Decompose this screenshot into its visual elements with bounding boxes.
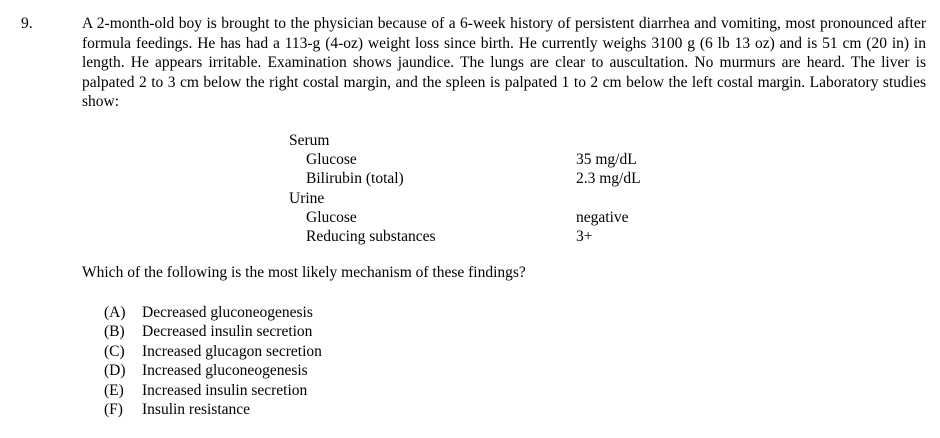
option-d[interactable] xyxy=(104,361,322,380)
option-letter: (D) xyxy=(104,362,126,380)
option-c[interactable] xyxy=(104,342,322,361)
option-letter: (E) xyxy=(104,381,124,399)
option-letter: (A) xyxy=(104,304,126,321)
serum-glucose-value: 35 mg/dL xyxy=(576,151,637,168)
option-letter: (C) xyxy=(104,342,125,360)
option-text: Increased glucagon secretion xyxy=(142,342,322,360)
option-letter: (F) xyxy=(104,401,123,419)
option-text: Decreased insulin secretion xyxy=(142,323,313,341)
option-text: Increased gluconeogenesis xyxy=(142,362,308,380)
question-number: 9. xyxy=(21,15,33,32)
option-text: Insulin resistance xyxy=(142,401,251,419)
urine-glucose-value: negative xyxy=(576,209,629,226)
serum-glucose-label: Glucose xyxy=(306,151,357,168)
question-stem: A 2-month-old boy is brought to the physician because of a 6-week history of persistent diarrhea and vomiting, most pronounced after formula feedings. He has had a 113-g (4-oz) weight loss since birth. He currently weighs 3100 g (6 lb 13 oz) and is 51 cm (20 in) in length. He appears irritable. Examination shows jaundice. The lungs are clear to auscultation. No murmurs are heard. The liver is palpated 2 to 3 cm below the right costal margin, and the spleen is palpated 1 to 2 cm below the left costal margin. Laboratory studies show: xyxy=(82,15,926,111)
option-text: Increased insulin secretion xyxy=(142,381,308,399)
option-a[interactable] xyxy=(104,303,322,322)
option-f[interactable] xyxy=(104,400,322,419)
answer-options xyxy=(104,303,322,419)
reducing-substances-value: 3+ xyxy=(576,228,593,245)
option-e[interactable] xyxy=(104,381,322,400)
option-letter: (B) xyxy=(104,323,125,341)
reducing-substances-label: Reducing substances xyxy=(306,228,436,245)
bilirubin-value: 2.3 mg/dL xyxy=(576,170,641,187)
question-prompt: Which of the following is the most likely mechanism of these findings? xyxy=(82,264,526,281)
serum-header: Serum xyxy=(289,132,330,149)
urine-glucose-label: Glucose xyxy=(306,209,357,226)
option-b[interactable] xyxy=(104,322,322,341)
urine-header: Urine xyxy=(289,190,325,207)
bilirubin-label: Bilirubin (total) xyxy=(306,170,404,187)
option-text: Decreased gluconeogenesis xyxy=(142,304,313,321)
